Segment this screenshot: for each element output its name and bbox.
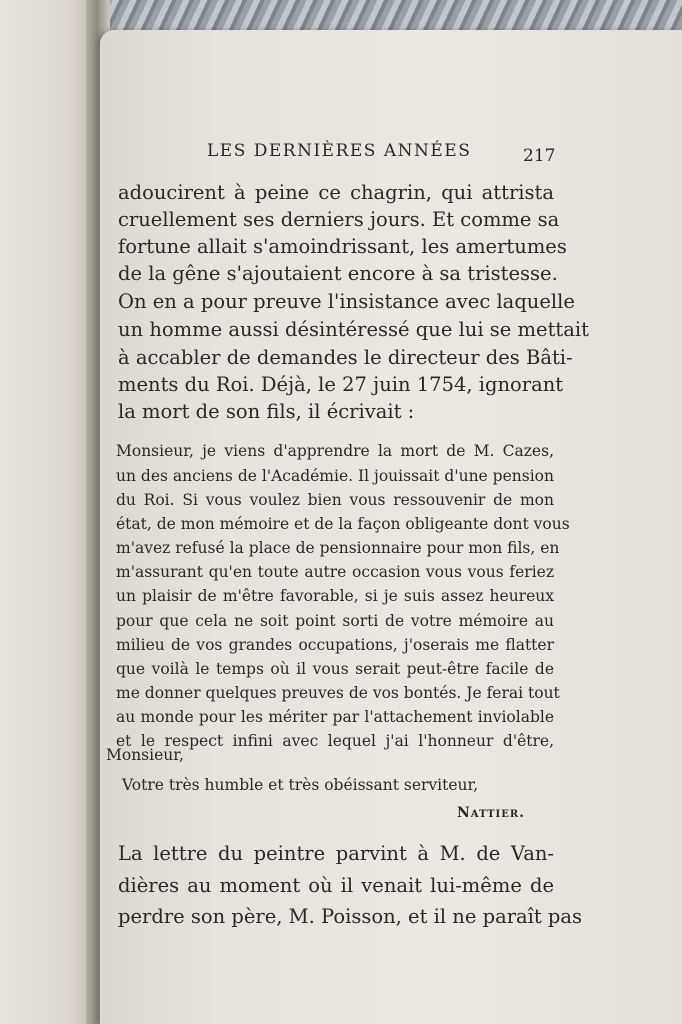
letter-line: du Roi. Si vous voulez bien vous ressouvenir de mon — [116, 491, 554, 509]
body-line: un homme aussi désintéressé que lui se mettait — [118, 318, 589, 341]
letter-line: me donner quelques preuves de vos bontés. Je ferai tout — [116, 684, 560, 702]
letter-line: un plaisir de m'être favorable, si je suis assez heureux — [116, 587, 554, 605]
body-line: adoucirent à peine ce chagrin, qui attrista — [118, 181, 554, 204]
letter-line: au monde pour les mériter par l'attachement inviolable — [116, 708, 554, 726]
letter-line: m'assurant qu'en toute autre occasion vous vous feriez — [116, 563, 554, 581]
body-line: On en a pour preuve l'insistance avec laquelle — [118, 290, 575, 313]
letter-line: et le respect infini avec lequel j'ai l'honneur d'être, — [116, 732, 554, 750]
letter-line: Monsieur, je viens d'apprendre la mort de M. Cazes, — [116, 442, 554, 460]
letter-line: état, de mon mémoire et de la façon obligeante dont vous — [116, 515, 570, 533]
body-line: ments du Roi. Déjà, le 27 juin 1754, ignorant — [118, 373, 564, 396]
letter-line: m'avez refusé la place de pensionnaire pour mon fils, en — [116, 539, 560, 557]
body-line: la mort de son fils, il écrivait : — [118, 400, 415, 423]
page-number: 217 — [523, 146, 556, 166]
body-line: dières au moment où il venait lui-même de — [118, 874, 554, 897]
body-line: fortune allait s'amoindrissant, les amertumes — [118, 235, 567, 258]
letter-line: Monsieur, — [106, 746, 184, 764]
letter-signature: Nattier. — [457, 805, 526, 821]
letter-line: milieu de vos grandes occupations, j'oserais me flatter — [116, 636, 554, 654]
letter-line: pour que cela ne soit point sorti de votre mémoire au — [116, 612, 554, 630]
letter-closing: Votre très humble et très obéissant serviteur, — [122, 776, 479, 794]
body-line: de la gêne s'ajoutaient encore à sa tristesse. — [118, 262, 558, 285]
body-line: à accabler de demandes le directeur des Bâti- — [118, 346, 573, 369]
body-line: perdre son père, M. Poisson, et il ne paraît pas — [118, 905, 583, 928]
left-page — [0, 0, 98, 1024]
body-line: La lettre du peintre parvint à M. de Van- — [118, 842, 554, 865]
body-line: cruellement ses derniers jours. Et comme sa — [118, 208, 560, 231]
running-title: LES DERNIÈRES ANNÉES — [207, 141, 472, 161]
letter-line: un des anciens de l'Académie. Il jouissait d'une pension — [116, 467, 554, 485]
letter-line: que voilà le temps où il vous serait peut-être facile de — [116, 660, 554, 678]
